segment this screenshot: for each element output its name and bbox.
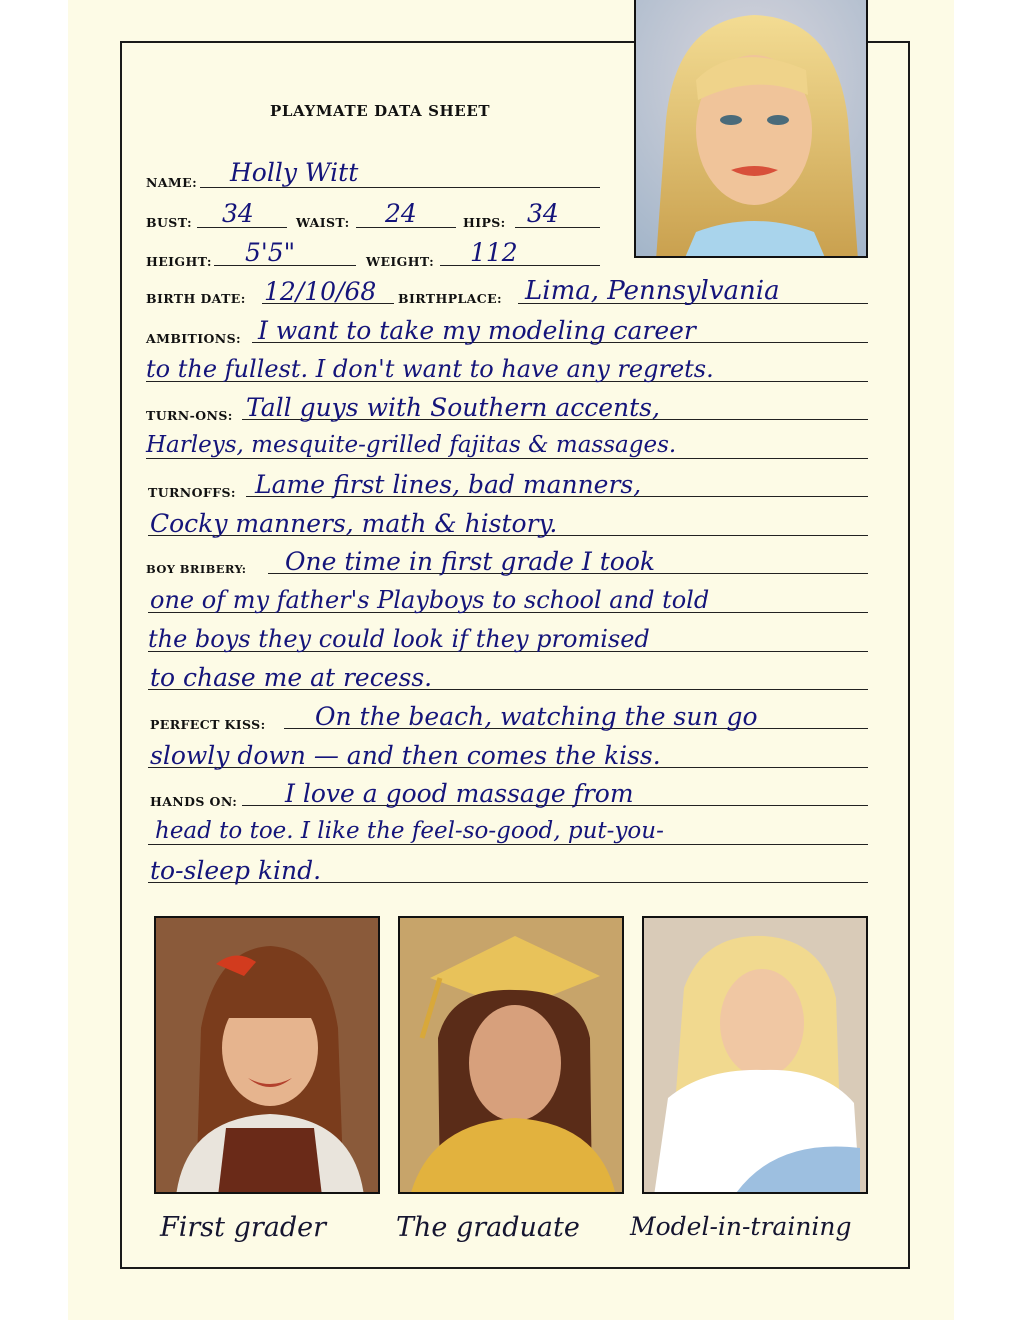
boy-bribery-text-2: one of my father's Playboys to school and told	[150, 586, 710, 614]
hands-on-text-2: head to toe. I like the feel-so-good, put-you-	[155, 818, 664, 844]
weight-line	[440, 265, 600, 266]
portrait-photo	[634, 0, 868, 258]
turnoffs-label: TURNOFFS:	[148, 485, 236, 500]
caption-model-in-training: Model-in-training	[630, 1212, 852, 1241]
turnoffs-text-1: Lame first lines, bad manners,	[255, 470, 642, 499]
hips-value: 34	[527, 199, 559, 228]
graduate-photo	[398, 916, 624, 1194]
birth-date-label: BIRTH DATE:	[146, 291, 246, 306]
turn-ons-label: TURN-ONS:	[146, 408, 233, 423]
waist-label: WAIST:	[296, 215, 350, 230]
turnoffs-text-2: Cocky manners, math & history.	[150, 509, 558, 538]
perfect-kiss-text-2: slowly down — and then comes the kiss.	[150, 741, 661, 770]
birthplace-label: BIRTHPLACE:	[398, 291, 503, 306]
caption-first-grader: First grader	[160, 1212, 327, 1243]
boy-bribery-text-4: to chase me at recess.	[150, 663, 433, 692]
height-value: 5'5"	[245, 238, 296, 267]
first-grader-photo	[154, 916, 380, 1194]
turn-ons-text-1: Tall guys with Southern accents,	[246, 393, 660, 422]
boy-bribery-text-1: One time in first grade I took	[285, 547, 656, 576]
bust-label: BUST:	[146, 215, 192, 230]
model-in-training-photo	[642, 916, 868, 1194]
birthplace-value: Lima, Pennsylvania	[525, 276, 780, 306]
perfect-kiss-text-1: On the beach, watching the sun go	[315, 702, 758, 731]
turn-ons-text-2: Harleys, mesquite-grilled fajitas & massages.	[146, 432, 677, 458]
weight-label: WEIGHT:	[366, 254, 435, 269]
name-line	[200, 187, 600, 188]
boy-bribery-label: BOY BRIBERY:	[146, 562, 247, 576]
turn-ons-line-2	[146, 458, 868, 459]
name-label: NAME:	[146, 175, 198, 190]
caption-graduate: The graduate	[396, 1212, 580, 1243]
bust-value: 34	[222, 199, 254, 228]
hips-label: HIPS:	[463, 215, 506, 230]
perfect-kiss-label: PERFECT KISS:	[150, 717, 266, 732]
waist-value: 24	[385, 199, 417, 228]
hands-on-text-3: to-sleep kind.	[150, 856, 322, 885]
birth-date-value: 12/10/68	[264, 277, 377, 306]
sheet-title: PLAYMATE DATA SHEET	[270, 102, 491, 120]
name-value: Holly Witt	[230, 158, 359, 187]
ambitions-label: AMBITIONS:	[146, 331, 242, 346]
ambitions-text-2: to the fullest. I don't want to have any regrets.	[146, 355, 714, 383]
hands-on-line-2	[148, 844, 868, 845]
height-label: HEIGHT:	[146, 254, 212, 269]
hands-on-label: HANDS ON:	[150, 794, 238, 809]
weight-value: 112	[470, 238, 518, 267]
ambitions-text-1: I want to take my modeling career	[258, 316, 696, 345]
boy-bribery-text-3: the boys they could look if they promised	[148, 625, 650, 653]
hands-on-text-1: I love a good massage from	[285, 779, 634, 808]
